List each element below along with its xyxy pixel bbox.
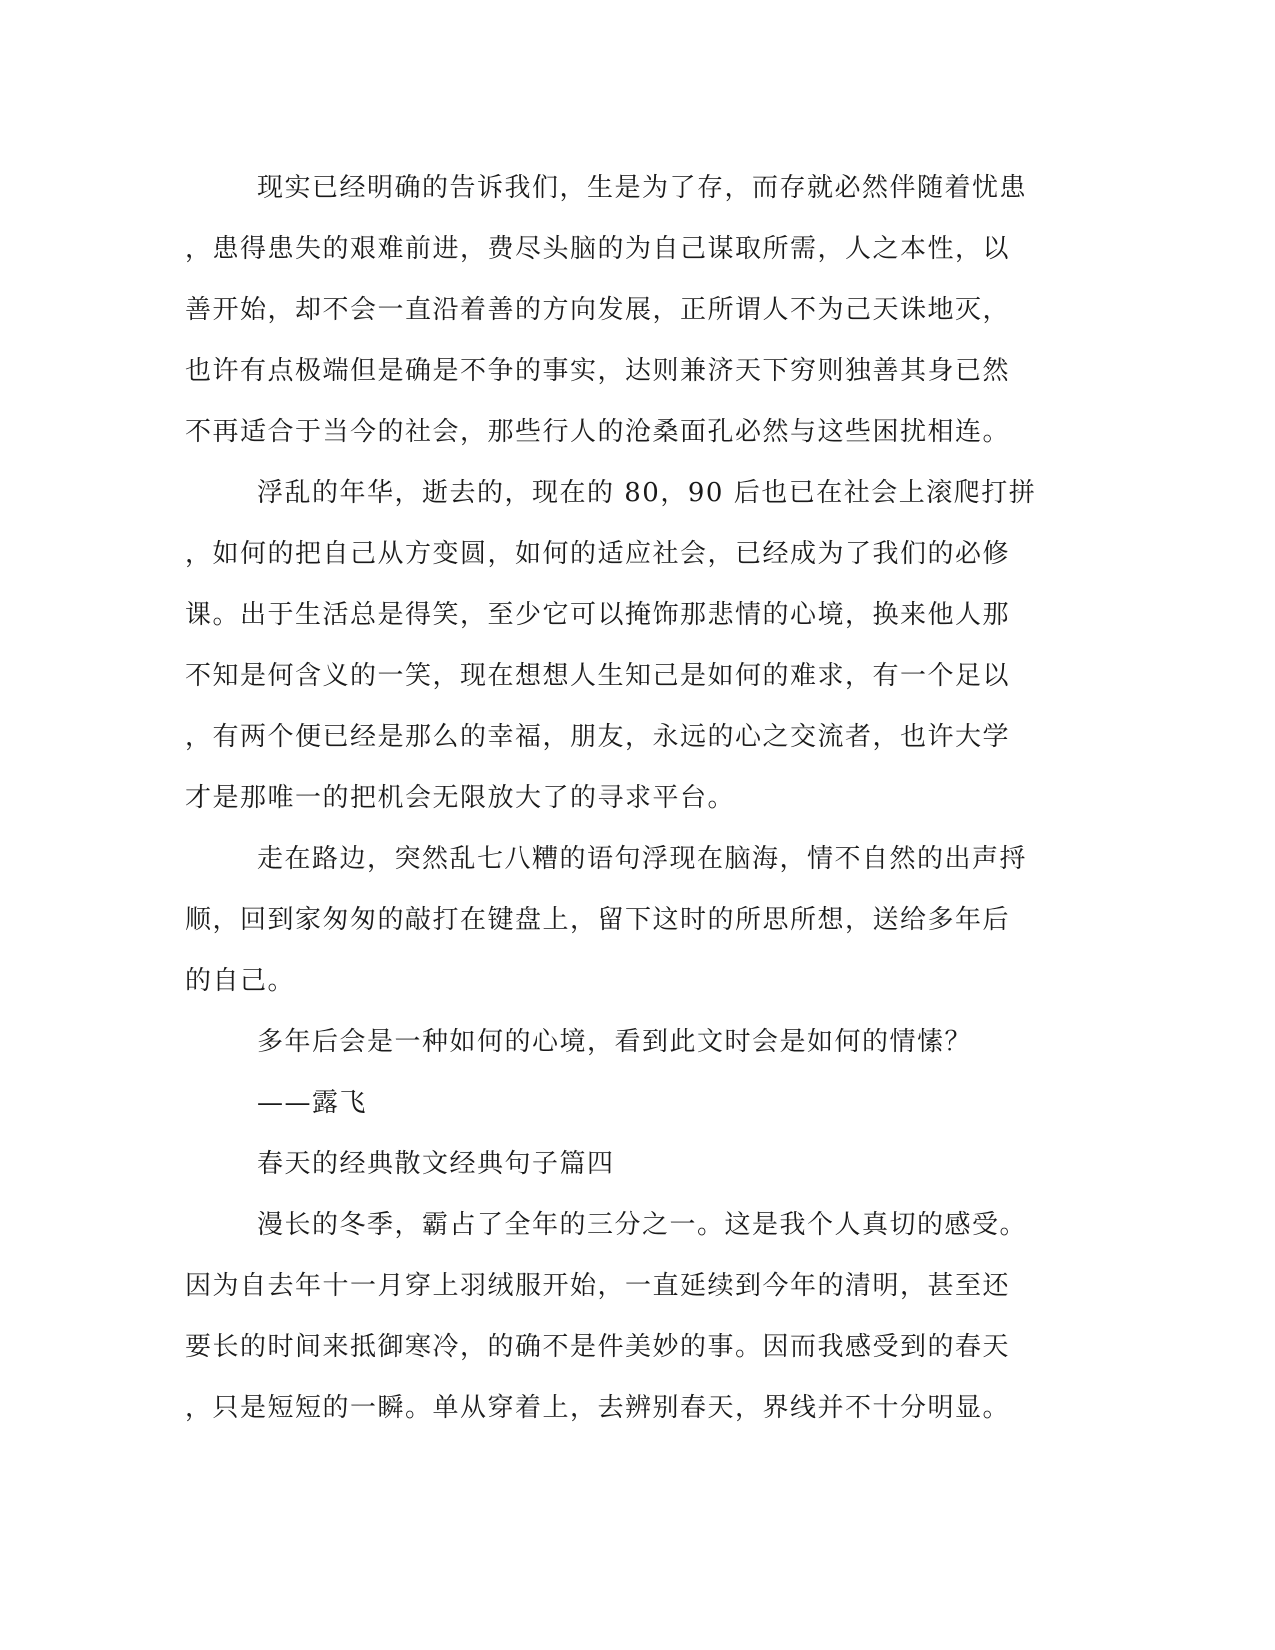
author-signature <box>185 1073 1085 1134</box>
text-line: ——露飞 <box>257 1088 368 1118</box>
section-heading <box>185 1134 1085 1195</box>
document-body <box>185 158 1085 1439</box>
text-line: ，有两个便已经是那么的幸福，朋友，永远的心之交流者，也许大学 <box>185 722 1011 752</box>
text-line: 要长的时间来抵御寒冷，的确不是件美妙的事。因而我感受到的春天 <box>185 1332 1011 1362</box>
text-line: 课。出于生活总是得笑，至少它可以掩饰那悲情的心境，换来他人那 <box>185 600 1011 630</box>
text-line: 春天的经典散文经典句子篇四 <box>257 1149 615 1179</box>
text-line: 因为自去年十一月穿上羽绒服开始，一直延续到今年的清明，甚至还 <box>185 1271 1011 1301</box>
text-line: 顺，回到家匆匆的敲打在键盘上，留下这时的所思所想，送给多年后 <box>185 905 1011 935</box>
paragraph-1 <box>185 158 1085 463</box>
text-line: 不再适合于当今的社会，那些行人的沧桑面孔必然与这些困扰相连。 <box>185 417 1011 447</box>
text-line: 漫长的冬季，霸占了全年的三分之一。这是我个人真切的感受。 <box>257 1210 1028 1240</box>
text-line: 善开始，却不会一直沿着善的方向发展，正所谓人不为己天诛地灭， <box>185 295 1011 325</box>
paragraph-5 <box>185 1195 1085 1439</box>
paragraph-3 <box>185 829 1085 1012</box>
text-line: 不知是何含义的一笑，现在想想人生知己是如何的难求，有一个足以 <box>185 661 1011 691</box>
text-line: 多年后会是一种如何的心境，看到此文时会是如何的情愫？ <box>257 1027 973 1057</box>
paragraph-2 <box>185 463 1085 829</box>
text-line: ，只是短短的一瞬。单从穿着上，去辨别春天，界线并不十分明显。 <box>185 1393 1011 1423</box>
text-line: ，如何的把自己从方变圆，如何的适应社会，已经成为了我们的必修 <box>185 539 1011 569</box>
paragraph-4 <box>185 1012 1085 1073</box>
text-line: 走在路边，突然乱七八糟的语句浮现在脑海，情不自然的出声捋 <box>257 844 1028 874</box>
text-line: ，患得患失的艰难前进，费尽头脑的为自己谋取所需，人之本性，以 <box>185 234 1011 264</box>
text-line: 的自己。 <box>185 966 296 996</box>
text-line: 才是那唯一的把机会无限放大了的寻求平台。 <box>185 783 736 813</box>
text-line: 浮乱的年华，逝去的，现在的 80，90 后也已在社会上滚爬打拼 <box>257 478 1037 508</box>
text-line: 现实已经明确的告诉我们，生是为了存，而存就必然伴随着忧患 <box>257 173 1028 203</box>
text-line: 也许有点极端但是确是不争的事实，达则兼济天下穷则独善其身已然 <box>185 356 1011 386</box>
